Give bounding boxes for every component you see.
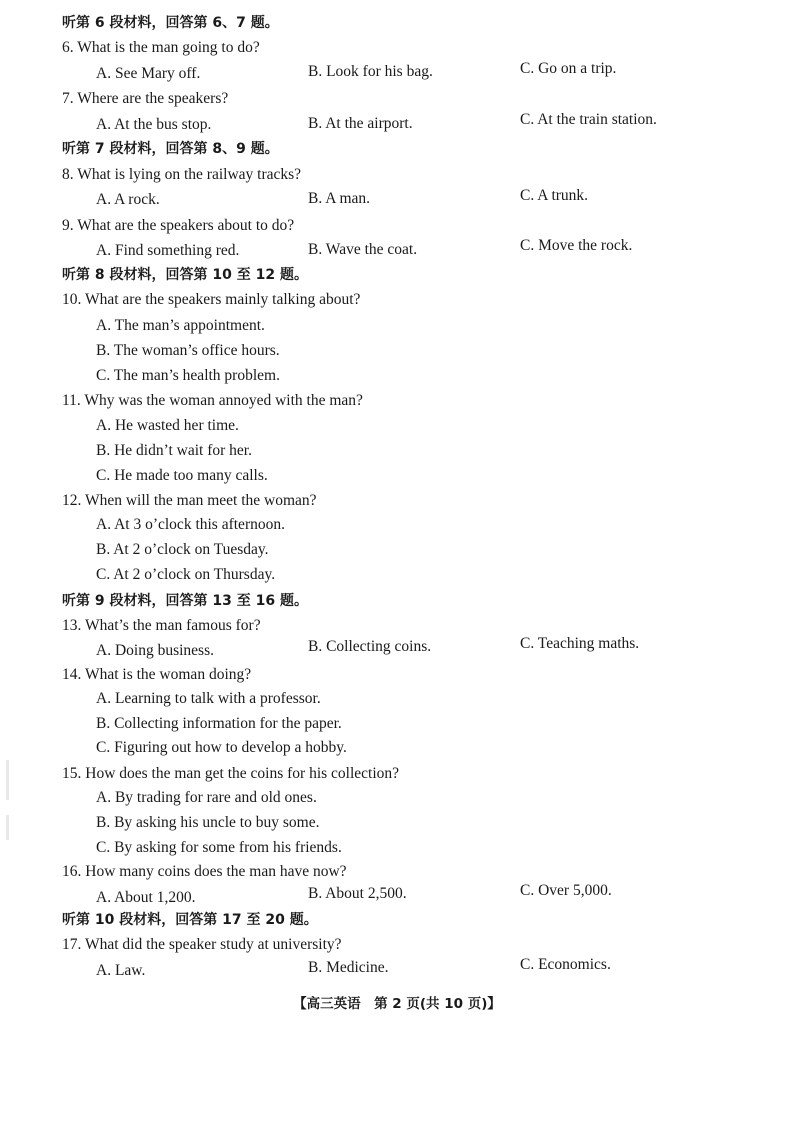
q14-option-b: B. Collecting information for the paper. bbox=[96, 715, 342, 732]
q7-option-b: B. At the airport. bbox=[308, 115, 413, 132]
q10-option-a: A. The man’s appointment. bbox=[96, 317, 265, 334]
question-17: 17. What did the speaker study at university? bbox=[62, 936, 342, 953]
q12-option-c: C. At 2 o’clock on Thursday. bbox=[96, 566, 276, 583]
scan-artifact bbox=[6, 760, 9, 800]
q10-option-b: B. The woman’s office hours. bbox=[96, 342, 280, 359]
question-10: 10. What are the speakers mainly talking about? bbox=[62, 291, 361, 308]
q15-option-c: C. By asking for some from his friends. bbox=[96, 839, 342, 856]
question-8: 8. What is lying on the railway tracks? bbox=[62, 166, 302, 183]
q6-option-a: A. See Mary off. bbox=[96, 65, 201, 82]
q14-option-c: C. Figuring out how to develop a hobby. bbox=[96, 739, 347, 756]
q16-option-c: C. Over 5,000. bbox=[520, 882, 612, 899]
section-heading-7: 听第 7 段材料，回答第 8、9 题。 bbox=[62, 141, 279, 157]
question-12: 12. When will the man meet the woman? bbox=[62, 492, 317, 509]
page-footer: 【高三英语 第 2 页(共 10 页)】 bbox=[293, 996, 501, 1012]
q11-option-b: B. He didn’t wait for her. bbox=[96, 442, 252, 459]
q11-option-c: C. He made too many calls. bbox=[96, 467, 268, 484]
q8-option-c: C. A trunk. bbox=[520, 187, 589, 204]
q17-option-a: A. Law. bbox=[96, 962, 146, 979]
q10-option-c: C. The man’s health problem. bbox=[96, 367, 280, 384]
question-6: 6. What is the man going to do? bbox=[62, 39, 260, 56]
q12-option-a: A. At 3 o’clock this afternoon. bbox=[96, 516, 285, 533]
q12-option-b: B. At 2 o’clock on Tuesday. bbox=[96, 541, 269, 558]
q7-option-a: A. At the bus stop. bbox=[96, 116, 212, 133]
q16-option-b: B. About 2,500. bbox=[308, 885, 407, 902]
q15-option-a: A. By trading for rare and old ones. bbox=[96, 789, 317, 806]
section-heading-8: 听第 8 段材料，回答第 10 至 12 题。 bbox=[62, 267, 308, 283]
question-11: 11. Why was the woman annoyed with the man? bbox=[62, 392, 363, 409]
q9-option-b: B. Wave the coat. bbox=[308, 241, 418, 258]
q6-option-c: C. Go on a trip. bbox=[520, 60, 617, 77]
question-9: 9. What are the speakers about to do? bbox=[62, 217, 295, 234]
q14-option-a: A. Learning to talk with a professor. bbox=[96, 690, 321, 707]
q9-option-a: A. Find something red. bbox=[96, 242, 240, 259]
question-7: 7. Where are the speakers? bbox=[62, 90, 229, 107]
q9-option-c: C. Move the rock. bbox=[520, 237, 633, 254]
question-16: 16. How many coins does the man have now? bbox=[62, 863, 347, 880]
q17-option-c: C. Economics. bbox=[520, 956, 611, 973]
q13-option-c: C. Teaching maths. bbox=[520, 635, 640, 652]
q7-option-c: C. At the train station. bbox=[520, 111, 657, 128]
q16-option-a: A. About 1,200. bbox=[96, 889, 196, 906]
question-15: 15. How does the man get the coins for his collection? bbox=[62, 765, 400, 782]
section-heading-6: 听第 6 段材料，回答第 6、7 题。 bbox=[62, 15, 279, 31]
section-heading-9: 听第 9 段材料，回答第 13 至 16 题。 bbox=[62, 593, 308, 609]
q8-option-a: A. A rock. bbox=[96, 191, 160, 208]
section-heading-10: 听第 10 段材料，回答第 17 至 20 题。 bbox=[62, 912, 318, 928]
scan-artifact bbox=[6, 815, 9, 840]
q6-option-b: B. Look for his bag. bbox=[308, 63, 433, 80]
q17-option-b: B. Medicine. bbox=[308, 959, 389, 976]
question-14: 14. What is the woman doing? bbox=[62, 666, 252, 683]
q8-option-b: B. A man. bbox=[308, 190, 371, 207]
q13-option-b: B. Collecting coins. bbox=[308, 638, 432, 655]
q13-option-a: A. Doing business. bbox=[96, 642, 214, 659]
q15-option-b: B. By asking his uncle to buy some. bbox=[96, 814, 320, 831]
question-13: 13. What’s the man famous for? bbox=[62, 617, 261, 634]
q11-option-a: A. He wasted her time. bbox=[96, 417, 239, 434]
